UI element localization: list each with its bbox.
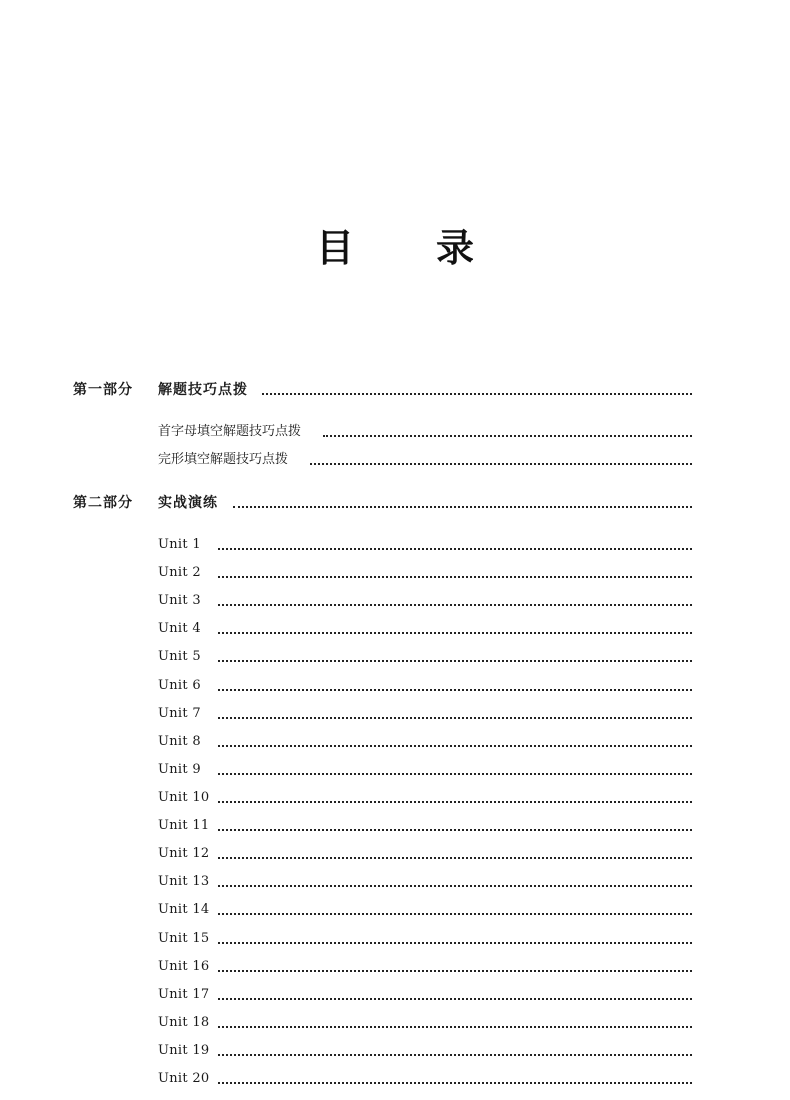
unit-label: Unit 4: [158, 621, 201, 636]
leader-dots: [218, 689, 692, 691]
unit-label: Unit 2: [158, 565, 201, 580]
unit-label: Unit 14: [158, 902, 210, 917]
page-title: [0, 226, 790, 270]
toc-unit-entry[interactable]: [0, 871, 790, 893]
toc-unit-entry[interactable]: [0, 956, 790, 978]
toc-unit-entry[interactable]: [0, 562, 790, 584]
leader-dots: [218, 970, 692, 972]
leader-dots: [218, 1082, 692, 1084]
unit-label: Unit 1: [158, 537, 201, 552]
leader-dots: [218, 913, 692, 915]
leader-dots: [323, 435, 692, 437]
sub-entry-title: 完形填空解题技巧点拨: [158, 452, 289, 467]
leader-dots: [262, 393, 692, 395]
toc-unit-entry[interactable]: [0, 1040, 790, 1062]
unit-label: Unit 9: [158, 762, 201, 777]
title-char-2: 录: [436, 226, 475, 270]
leader-dots: [218, 1026, 692, 1028]
leader-dots: [310, 463, 692, 465]
unit-label: Unit 18: [158, 1015, 210, 1030]
leader-dots: [218, 885, 692, 887]
part-1-title: 解题技巧点拨: [158, 382, 248, 398]
toc-unit-entry[interactable]: [0, 843, 790, 865]
part-2-title: 实战演练: [158, 495, 218, 511]
toc-unit-entry[interactable]: [0, 646, 790, 668]
unit-label: Unit 5: [158, 649, 201, 664]
leader-dots: [218, 604, 692, 606]
toc-unit-entry[interactable]: [0, 1012, 790, 1034]
toc-unit-entry[interactable]: [0, 675, 790, 697]
leader-dots: [218, 576, 692, 578]
leader-dots: [218, 745, 692, 747]
leader-dots: [218, 942, 692, 944]
toc-unit-entry[interactable]: [0, 1068, 790, 1090]
leader-dots: [218, 801, 692, 803]
unit-label: Unit 6: [158, 678, 201, 693]
leader-dots: [233, 506, 692, 508]
unit-label: Unit 20: [158, 1071, 210, 1086]
toc-unit-entry[interactable]: [0, 534, 790, 556]
sub-entry-title: 首字母填空解题技巧点拨: [158, 424, 302, 439]
toc-unit-entry[interactable]: [0, 899, 790, 921]
part-2-label: 第二部分: [73, 495, 133, 511]
toc-unit-entry[interactable]: [0, 731, 790, 753]
leader-dots: [218, 548, 692, 550]
toc-sub-entry[interactable]: [0, 449, 790, 471]
toc-unit-entry[interactable]: [0, 984, 790, 1006]
unit-label: Unit 3: [158, 593, 201, 608]
title-char-1: 目: [315, 226, 354, 270]
leader-dots: [218, 717, 692, 719]
unit-label: Unit 19: [158, 1043, 210, 1058]
unit-label: Unit 12: [158, 846, 210, 861]
leader-dots: [218, 1054, 692, 1056]
leader-dots: [218, 632, 692, 634]
toc-part-1[interactable]: [0, 379, 790, 401]
toc-part-2[interactable]: [0, 492, 790, 514]
part-1-label: 第一部分: [73, 382, 133, 398]
unit-label: Unit 16: [158, 959, 210, 974]
toc-unit-entry[interactable]: [0, 590, 790, 612]
unit-label: Unit 11: [158, 818, 210, 833]
unit-label: Unit 10: [158, 790, 210, 805]
toc-unit-entry[interactable]: [0, 928, 790, 950]
toc-unit-entry[interactable]: [0, 787, 790, 809]
unit-label: Unit 15: [158, 931, 210, 946]
toc-sub-entry[interactable]: [0, 421, 790, 443]
leader-dots: [218, 829, 692, 831]
unit-label: Unit 13: [158, 874, 210, 889]
toc-unit-entry[interactable]: [0, 703, 790, 725]
toc-unit-entry[interactable]: [0, 618, 790, 640]
toc-unit-entry[interactable]: [0, 759, 790, 781]
unit-label: Unit 7: [158, 706, 201, 721]
unit-label: Unit 17: [158, 987, 210, 1002]
leader-dots: [218, 998, 692, 1000]
toc-unit-entry[interactable]: [0, 815, 790, 837]
leader-dots: [218, 857, 692, 859]
leader-dots: [218, 660, 692, 662]
leader-dots: [218, 773, 692, 775]
unit-label: Unit 8: [158, 734, 201, 749]
